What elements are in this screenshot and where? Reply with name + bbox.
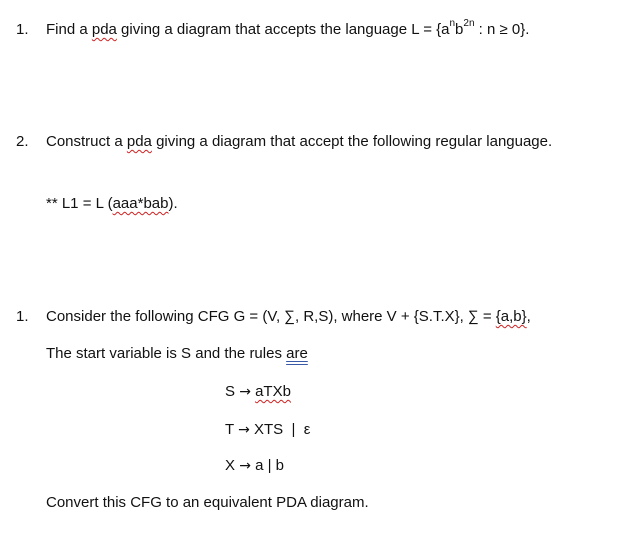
right-arrow-icon: → <box>239 384 251 400</box>
superscript-2n: 2n <box>463 18 475 29</box>
question-2-text: Construct a pda giving a diagram that accept the following regular language. <box>46 133 553 150</box>
rule-s-rhs: aTXb <box>255 383 291 400</box>
question-1-text: Find a pda giving a diagram that accepts the language $L = \{a^nb^{2n}$ : n ≥ 0}. <box>46 18 530 38</box>
language-l1: ** L1 = L (aaa*bab). <box>46 195 178 212</box>
rule-t-rhs: XTS | ε <box>253 421 311 438</box>
convert-instruction: Convert this CFG to an equivalent PDA diagram. <box>46 494 369 511</box>
pda-word: pda <box>91 21 117 38</box>
rule-t: T → XTS | ε <box>225 421 311 438</box>
question-1-number: 1. <box>16 21 29 38</box>
rule-x: X → a | b <box>225 457 285 474</box>
start-variable-line: The start variable is S and the rules are <box>46 345 308 362</box>
question-2-number: 2. <box>16 133 29 150</box>
are-word: are <box>286 345 308 362</box>
superscript-n: n <box>449 18 456 29</box>
rule-s: S → aTXb <box>225 383 291 400</box>
rule-x-rhs: a | b <box>255 457 285 474</box>
right-arrow-icon: → <box>239 458 251 474</box>
question-3-text: Consider the following CFG G = (V, ∑, R,S), where V + {S.T.X}, ∑ = {a,b}, <box>46 308 531 325</box>
right-arrow-icon: → <box>238 422 250 438</box>
pda-word: pda <box>126 133 152 150</box>
question-3-number: 1. <box>16 308 29 325</box>
alphabet-set: {a,b} <box>495 308 527 325</box>
language-expression: aaa*bab <box>112 195 169 212</box>
